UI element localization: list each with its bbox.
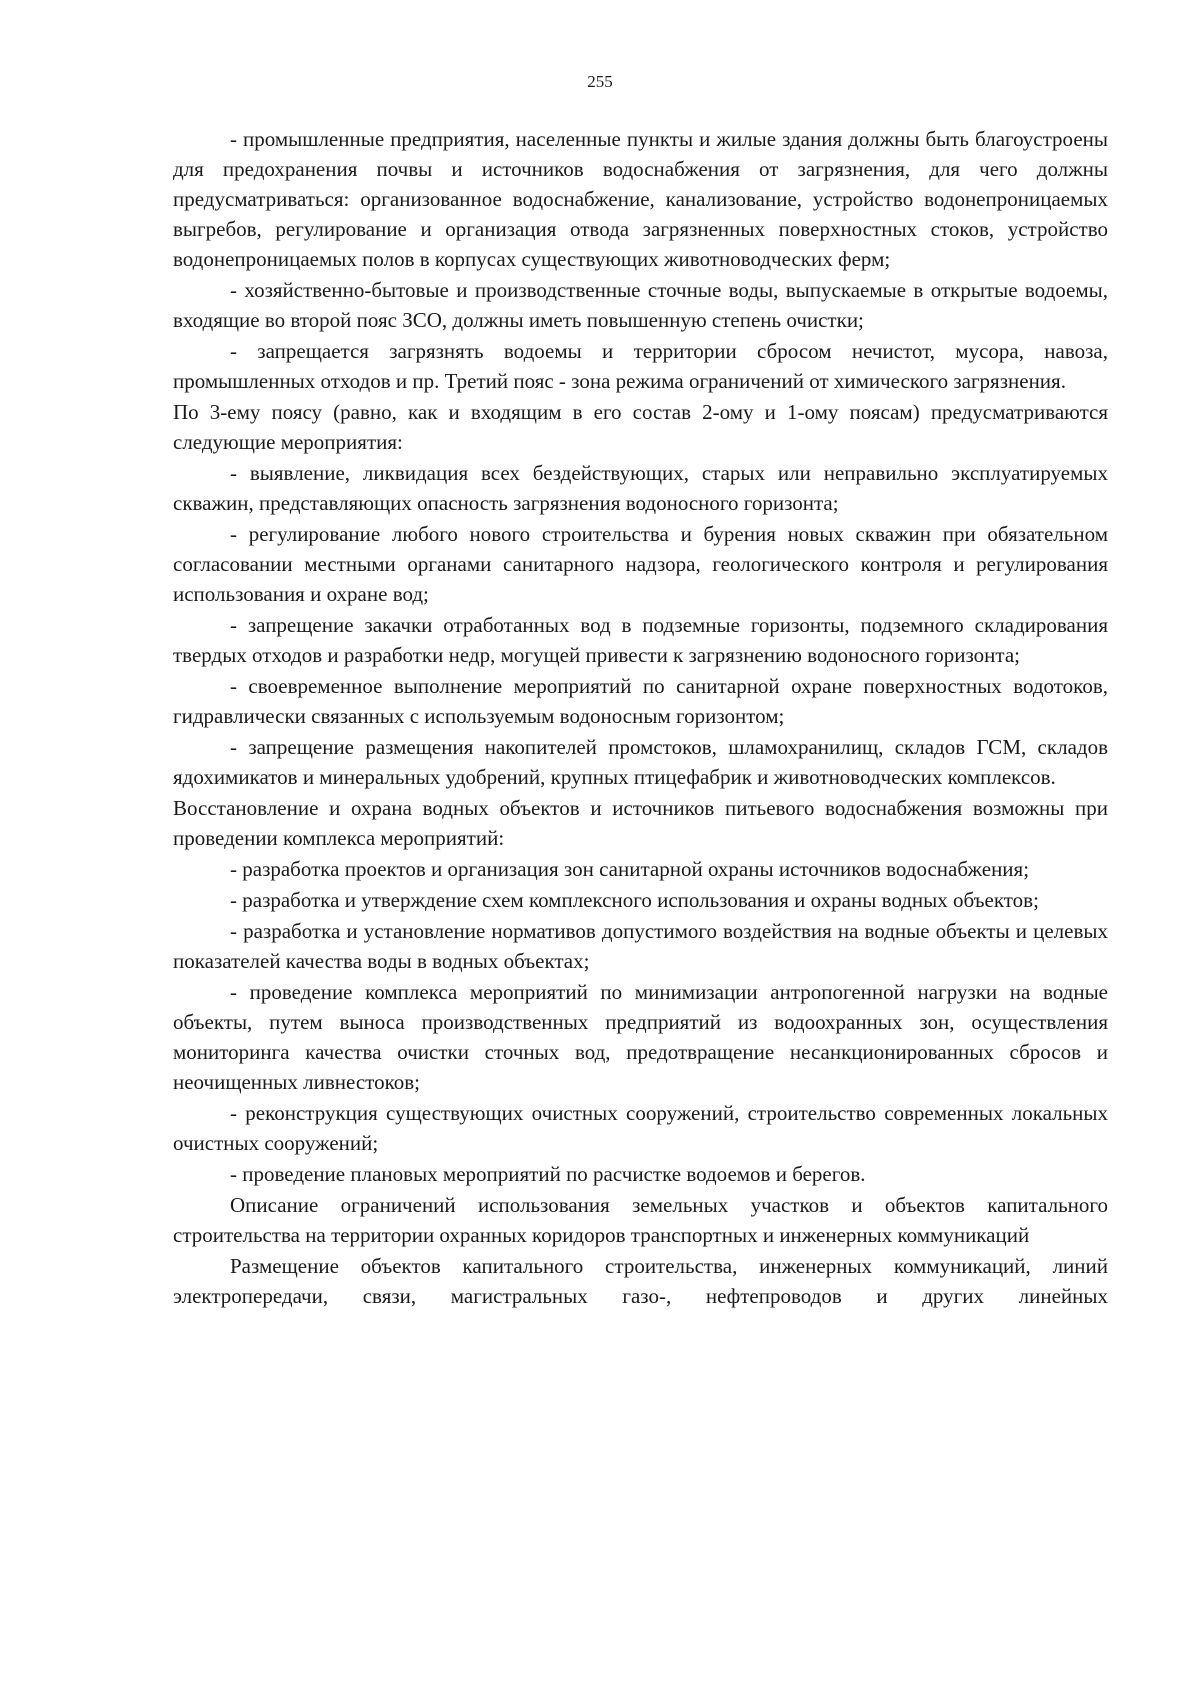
paragraph-17: Описание ограничений использования земельных участков и объектов капитального строительства на территории охранных коридоров транспортных и инженерных коммуникаций <box>173 1193 1108 1247</box>
paragraph-13: - разработка и установление нормативов допустимого воздействия на водные объекты и целевых показателей качества воды в водных объектах; <box>173 919 1108 973</box>
paragraph-7: - запрещение закачки отработанных вод в подземные горизонты, подземного складирования твердых отходов и разработки недр, могущей привести к загрязнению водоносного горизонта; <box>173 613 1108 667</box>
paragraph-5: - выявление, ликвидация всех бездействующих, старых или неправильно эксплуатируемых скважин, представляющих опасность загрязнения водоносного горизонта; <box>173 461 1108 515</box>
paragraph-9: - запрещение размещения накопителей промстоков, шламохранилищ, складов ГСМ, складов ядохимикатов и минеральных удобрений, крупных птицефабрик и животноводческих комплексов. <box>173 735 1108 789</box>
paragraph-15: - реконструкция существующих очистных сооружений, строительство современных локальных очистных сооружений; <box>173 1101 1108 1155</box>
paragraph-10: Восстановление и охрана водных объектов и источников питьевого водоснабжения возможны при проведении комплекса мероприятий: <box>173 796 1108 850</box>
paragraph-1: - промышленные предприятия, населенные пункты и жилые здания должны быть благоустроены для предохранения почвы и источников водоснабжения от загрязнения, для чего должны предусматриваться: организованное водоснабжение, канализование, устройство водонепроницаемых выгребов, регулирование и организация отвода загрязненных поверхностных стоков, устройство водонепроницаемых полов в корпусах существующих животноводческих ферм; <box>173 127 1108 271</box>
paragraph-16: - проведение плановых мероприятий по расчистке водоемов и берегов. <box>230 1162 866 1186</box>
paragraph-3: - запрещается загрязнять водоемы и территории сбросом нечистот, мусора, навоза, промышленных отходов и пр. Третий пояс - зона режима ограничений от химического загрязнения. <box>173 339 1108 393</box>
paragraph-18: Размещение объектов капитального строительства, инженерных коммуникаций, линий электропередачи, связи, магистральных газо-, нефтепроводов и других линейных <box>173 1254 1108 1308</box>
paragraph-12: - разработка и утверждение схем комплексного использования и охраны водных объектов; <box>230 888 1039 912</box>
paragraph-4: По 3-ему поясу (равно, как и входящим в его состав 2-ому и 1-ому поясам) предусматриваются следующие мероприятия: <box>173 400 1108 454</box>
document-body <box>173 124 1108 1312</box>
paragraph-14: - проведение комплекса мероприятий по минимизации антропогенной нагрузки на водные объекты, путем выноса производственных предприятий из водоохранных зон, осуществления мониторинга качества очистки сточных вод, предотвращение несанкционированных сбросов и неочищенных ливнестоков; <box>173 980 1108 1094</box>
paragraph-6: - регулирование любого нового строительства и бурения новых скважин при обязательном согласовании местными органами санитарного надзора, геологического контроля и регулирования использования и охране вод; <box>173 522 1108 606</box>
paragraph-11: - разработка проектов и организация зон санитарной охраны источников водоснабжения; <box>230 857 1030 881</box>
paragraph-8: - своевременное выполнение мероприятий по санитарной охране поверхностных водотоков, гидравлически связанных с используемым водоносным горизонтом; <box>173 674 1108 728</box>
page-number: 255 <box>587 72 613 91</box>
paragraph-2: - хозяйственно-бытовые и производственные сточные воды, выпускаемые в открытые водоемы, входящие во второй пояс ЗСО, должны иметь повышенную степень очистки; <box>173 278 1108 332</box>
